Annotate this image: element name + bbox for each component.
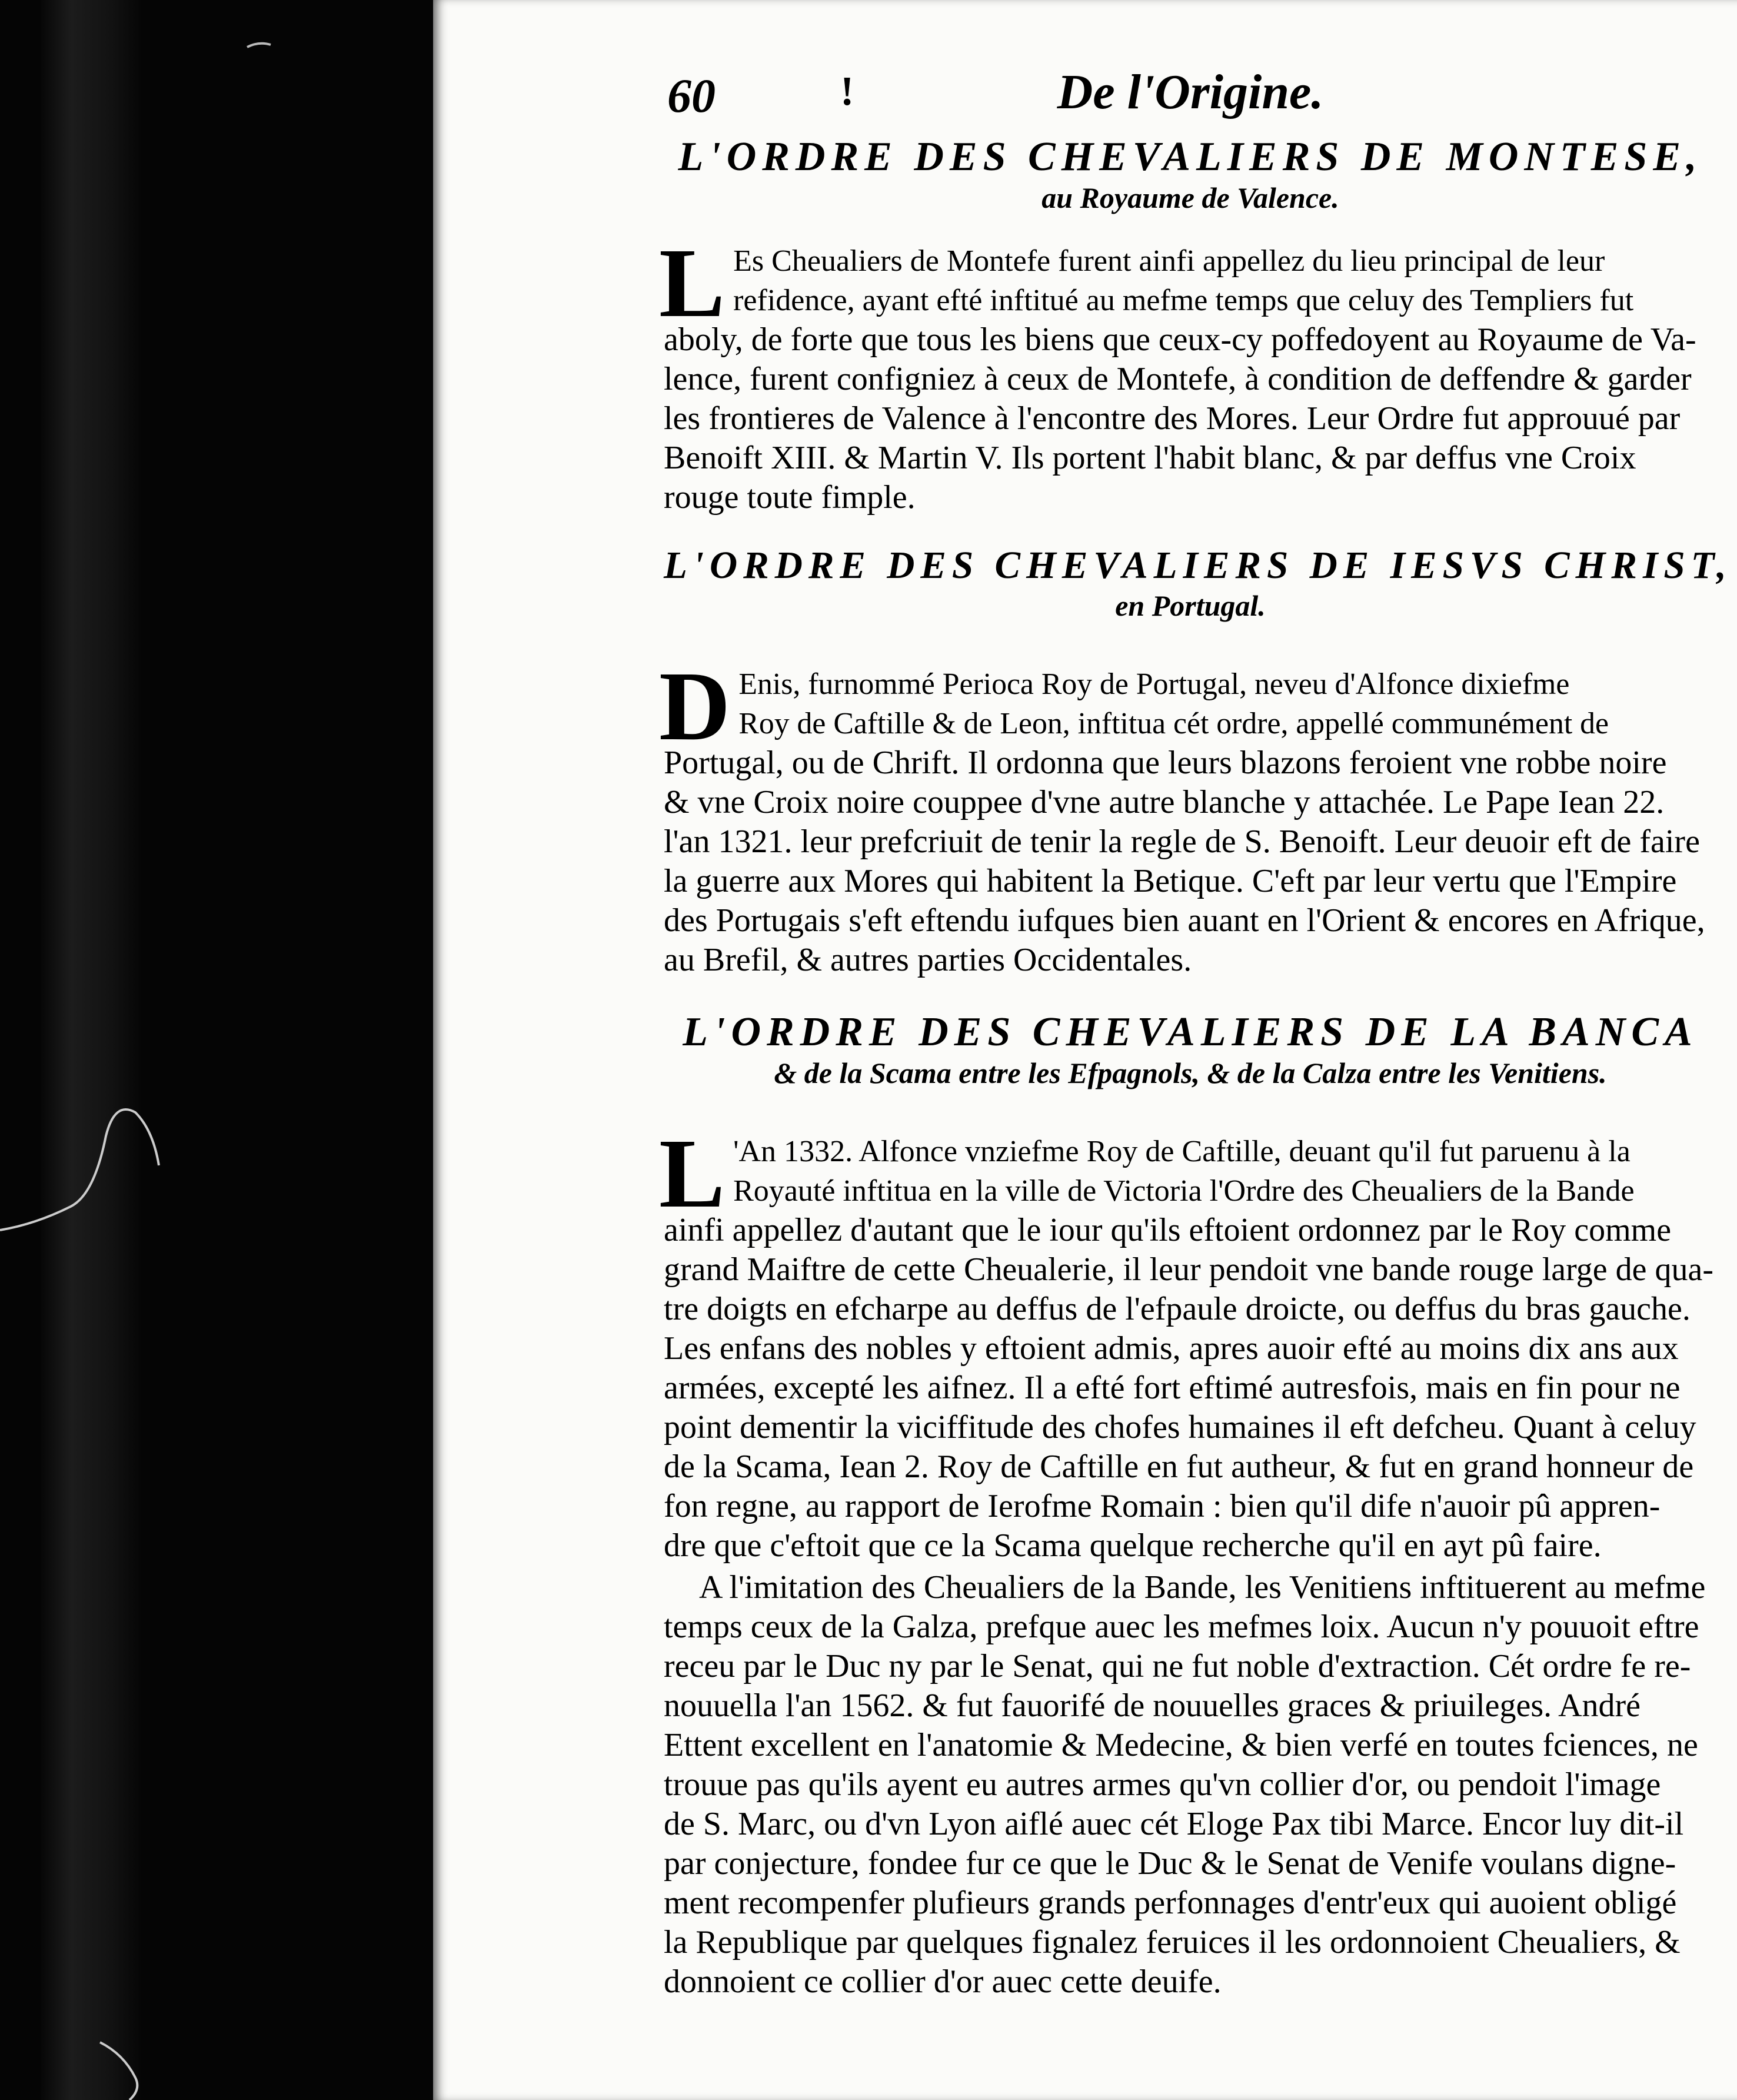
section-montese bbox=[659, 134, 1717, 517]
text-line: point dementir la viciffitude des chofes humaines il eft defcheu. Quant à celuy bbox=[664, 1408, 1696, 1446]
section-subtitle: & de la Scama entre les Efpagnols, & de la Calza entre les Venitiens. bbox=[774, 1056, 1607, 1089]
drop-cap: L bbox=[659, 1118, 726, 1228]
text-line: la guerre aux Mores qui habitent la Betique. C'eft par leur vertu que l'Empire bbox=[664, 862, 1677, 899]
paragraph bbox=[664, 1568, 1717, 2002]
text-line: Es Cheualiers de Montefe furent ainfi appellez du lieu principal de leur bbox=[733, 244, 1605, 278]
text-line: rouge toute fimple. bbox=[664, 479, 916, 516]
text-line: Ettent excellent en l'anatomie & Medecine, & bien verfé en toutes fciences, ne bbox=[664, 1726, 1698, 1763]
text-line: des Portugais s'eft eftendu iufques bien auant en l'Orient & encores en Afrique, bbox=[664, 902, 1705, 939]
section-banca bbox=[659, 1009, 1717, 2002]
text-line: fon regne, au rapport de Ierofme Romain : bien qu'il dife n'auoir pû appren- bbox=[664, 1487, 1661, 1524]
text-line: armées, excepté les aifnez. Il a efté fort eftimé autresfois, mais en fin pour ne bbox=[664, 1369, 1681, 1406]
section-subtitle: en Portugal. bbox=[1115, 589, 1266, 622]
text-line: 'An 1332. Alfonce vnziefme Roy de Caftille, deuant qu'il fut paruenu à la bbox=[733, 1134, 1630, 1168]
text-line: Benoift XIII. & Martin V. Ils portent l'habit blanc, & par deffus vne Croix bbox=[664, 440, 1636, 477]
book-page bbox=[433, 0, 1737, 2100]
text-line: dre que c'eftoit que ce la Scama quelque recherche qu'il en ayt pû faire. bbox=[664, 1527, 1602, 1564]
text-line: de la Scama, Iean 2. Roy de Caftille en fut autheur, & fut en grand honneur de bbox=[664, 1448, 1694, 1485]
text-line: Royauté inftitua en la ville de Victoria l'Ordre des Cheualiers de la Bande bbox=[733, 1174, 1635, 1208]
text-line: nouuella l'an 1562. & fut fauorifé de nouuelles graces & priuileges. André bbox=[664, 1687, 1641, 1724]
section-subtitle: au Royaume de Valence. bbox=[1041, 181, 1339, 215]
text-line: lence, furent configniez à ceux de Montefe, à condition de deffendre & garder bbox=[664, 361, 1692, 398]
section-iesus-christ bbox=[659, 544, 1732, 979]
text-line: refidence, ayant efté inftitué au mefme temps que celuy des Templiers fut bbox=[733, 284, 1634, 318]
text-line: ainfi appellez d'autant que le iour qu'ils eftoient ordonnez par le Roy comme bbox=[664, 1211, 1672, 1248]
paragraph bbox=[659, 228, 1717, 517]
text-line: Portugal, ou de Chrift. Il ordonna que leurs blazons feroient vne robbe noire bbox=[664, 744, 1667, 781]
text-line: par conjecture, fondee fur ce que le Duc & le Senat de Venife voulans digne- bbox=[664, 1845, 1676, 1882]
text-line: receu par le Duc ny par le Senat, qui ne fut noble d'extraction. Cét ordre fe re- bbox=[664, 1647, 1691, 1684]
text-line: A l'imitation des Cheualiers de la Bande, les Venitiens inftituerent au mefme bbox=[699, 1569, 1706, 1606]
text-line: Les enfans des nobles y eftoient admis, apres auoir efté au moins dix ans aux bbox=[664, 1330, 1679, 1367]
running-head bbox=[664, 64, 1717, 134]
text-line: Roy de Caftille & de Leon, inftitua cét ordre, appellé communément de bbox=[738, 706, 1609, 740]
page-number: 60 bbox=[667, 69, 716, 122]
text-line: de S. Marc, ou d'vn Lyon aiflé auec cét Eloge Pax tibi Marce. Encor luy dit-il bbox=[664, 1805, 1684, 1842]
text-line: trouue pas qu'ils ayent eu autres armes qu'vn collier d'or, ou pendoit l'image bbox=[664, 1766, 1661, 1803]
section-title: L'ORDRE DES CHEVALIERS DE LA BANCA bbox=[683, 1009, 1698, 1055]
text-line: les frontieres de Valence à l'encontre des Mores. Leur Ordre fut approuué par bbox=[664, 400, 1681, 437]
section-title: L'ORDRE DES CHEVALIERS DE MONTESE, bbox=[678, 134, 1703, 180]
ink-mark: ! bbox=[840, 69, 854, 114]
drop-cap: D bbox=[659, 651, 731, 761]
text-line: temps ceux de la Galza, prefque auec les mefmes loix. Aucun n'y pouuoit eftre bbox=[664, 1608, 1699, 1645]
text-line: aboly, de forte que tous les biens que ceux-cy poffedoyent au Royaume de Va- bbox=[664, 321, 1696, 358]
page-text-block bbox=[659, 64, 1732, 2002]
text-line: la Republique par quelques fignalez feruices il les ordonnoient Cheualiers, & bbox=[664, 1923, 1681, 1961]
section-title: L'ORDRE DES CHEVALIERS DE IESVS CHRIST, bbox=[664, 544, 1732, 587]
text-line: & vne Croix noire couppee d'vne autre blanche y attachée. Le Pape Iean 22. bbox=[664, 783, 1665, 820]
text-line: au Brefil, & autres parties Occidentales. bbox=[664, 941, 1192, 978]
text-line: donnoient ce collier d'or auec cette deuife. bbox=[664, 1963, 1222, 2000]
text-line: Enis, furnommé Perioca Roy de Portugal, neveu d'Alfonce dixiefme bbox=[738, 667, 1570, 701]
text-line: tre doigts en efcharpe au deffus de l'efpaule droicte, ou deffus du bras gauche. bbox=[664, 1290, 1691, 1327]
running-head-title: De l'Origine. bbox=[1057, 65, 1324, 119]
stray-fiber bbox=[0, 0, 435, 2100]
text-line: ment recompenfer plufieurs grands perfonnages d'entr'eux qui auoient obligé bbox=[664, 1884, 1677, 1921]
text-line: grand Maiftre de cette Cheualerie, il leur pendoit vne bande rouge large de qua- bbox=[664, 1251, 1713, 1288]
drop-cap: L bbox=[659, 228, 726, 338]
text-line: l'an 1321. leur prefcriuit de tenir la regle de S. Benoift. Leur deuoir eft de faire bbox=[664, 823, 1700, 860]
paragraph bbox=[659, 1118, 1717, 1566]
paragraph bbox=[659, 651, 1717, 980]
